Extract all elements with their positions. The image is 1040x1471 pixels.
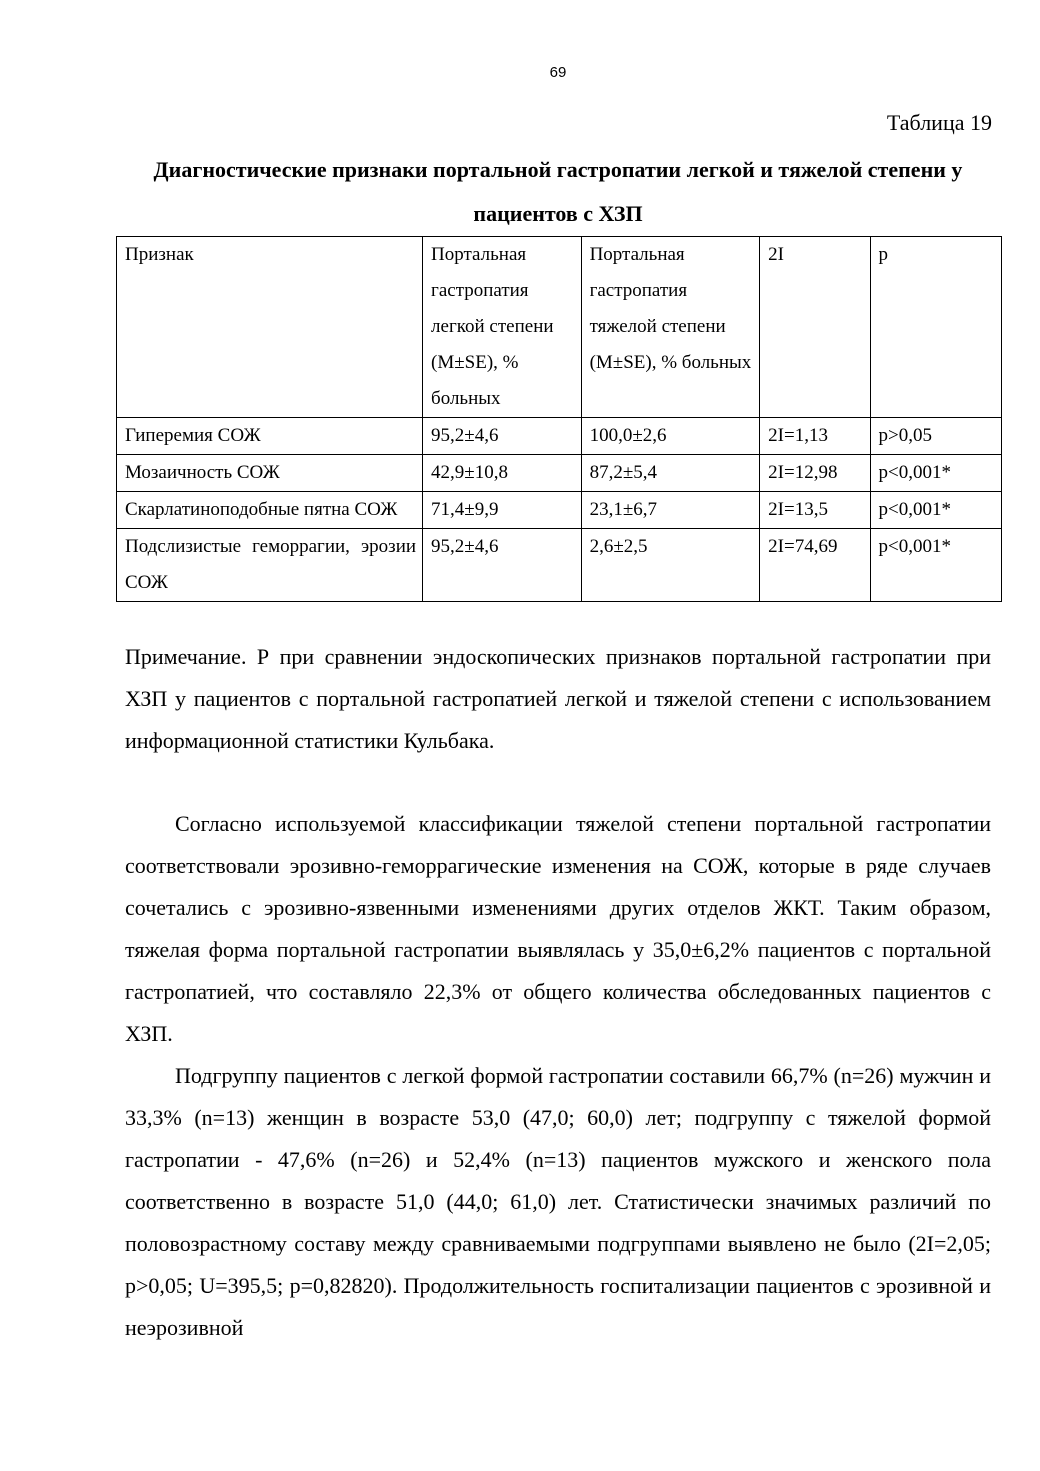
- header-cell-p: p: [870, 237, 1001, 418]
- table-cell: 42,9±10,8: [423, 455, 582, 492]
- table-note: Примечание. Р при сравнении эндоскопических признаков портальной гастропатии при ХЗП у пациентов с портальной гастропатией легкой и тяжелой степени с использованием информационной статистики Кульбака.: [125, 644, 991, 753]
- table-row: [117, 418, 1002, 455]
- page-number: 69: [549, 64, 567, 81]
- table-cell: 2I=12,98: [760, 455, 870, 492]
- table-cell: Подслизистые геморрагии, эрозии СОЖ: [117, 529, 423, 602]
- table-title: Диагностические признаки портальной гастропатии легкой и тяжелой степени у пациентов с ХЗП: [153, 157, 963, 226]
- table-cell: p<0,001*: [870, 455, 1001, 492]
- header-cell-mild: Портальная гастропатия легкой степени (M±SE), % больных: [423, 237, 582, 418]
- data-table: [116, 236, 1002, 602]
- body-paragraph: Подгруппу пациентов с легкой формой гастропатии составили 66,7% (n=26) мужчин и 33,3% (n=13) женщин в возрасте 53,0 (47,0; 60,0) лет; подгруппу с тяжелой формой гастропатии - 47,6% (n=26) и 52,4% (n=13) пациентов мужского и женского пола соответственно в возрасте 51,0 (44,0; 61,0) лет. Статистически значимых различий по половозрастному составу между сравниваемыми подгруппами выявлено не было (2I=2,05; p>0,05; U=395,5; p=0,82820). Продолжительность госпитализации пациентов с эрозивной и неэрозивной: [125, 1063, 991, 1340]
- table-cell: 2,6±2,5: [581, 529, 760, 602]
- table-cell: 2I=74,69: [760, 529, 870, 602]
- table-cell: Мозаичность СОЖ: [117, 455, 423, 492]
- table-row: [117, 529, 1002, 602]
- body-paragraph: Согласно используемой классификации тяжелой степени портальной гастропатии соответствовали эрозивно-геморрагические изменения на СОЖ, которые в ряде случаев сочетались с эрозивно-язвенными изменениями других отделов ЖКТ. Таким образом, тяжелая форма портальной гастропатии выявлялась у 35,0±6,2% пациентов с портальной гастропатией, что составляло 22,3% от общего количества обследованных пациентов с ХЗП.: [125, 811, 991, 1046]
- table-cell: 2I=13,5: [760, 492, 870, 529]
- table-cell: p>0,05: [870, 418, 1001, 455]
- table-cell: 87,2±5,4: [581, 455, 760, 492]
- table-label: Таблица 19: [886, 110, 992, 135]
- header-cell-2i: 2I: [760, 237, 870, 418]
- table-cell: Гиперемия СОЖ: [117, 418, 423, 455]
- table-header-row: [117, 237, 1002, 418]
- table-cell: 71,4±9,9: [423, 492, 582, 529]
- table-row: [117, 455, 1002, 492]
- table-cell: 95,2±4,6: [423, 418, 582, 455]
- table-cell: 95,2±4,6: [423, 529, 582, 602]
- table-cell: 23,1±6,7: [581, 492, 760, 529]
- table-cell: 2I=1,13: [760, 418, 870, 455]
- table-cell: 100,0±2,6: [581, 418, 760, 455]
- table-cell: Скарлатиноподобные пятна СОЖ: [117, 492, 423, 529]
- table-row: [117, 492, 1002, 529]
- table-cell: p<0,001*: [870, 529, 1001, 602]
- table-cell: p<0,001*: [870, 492, 1001, 529]
- header-cell-severe: Портальная гастропатия тяжелой степени (M±SE), % больных: [581, 237, 760, 418]
- header-cell-sign: Признак: [117, 237, 423, 418]
